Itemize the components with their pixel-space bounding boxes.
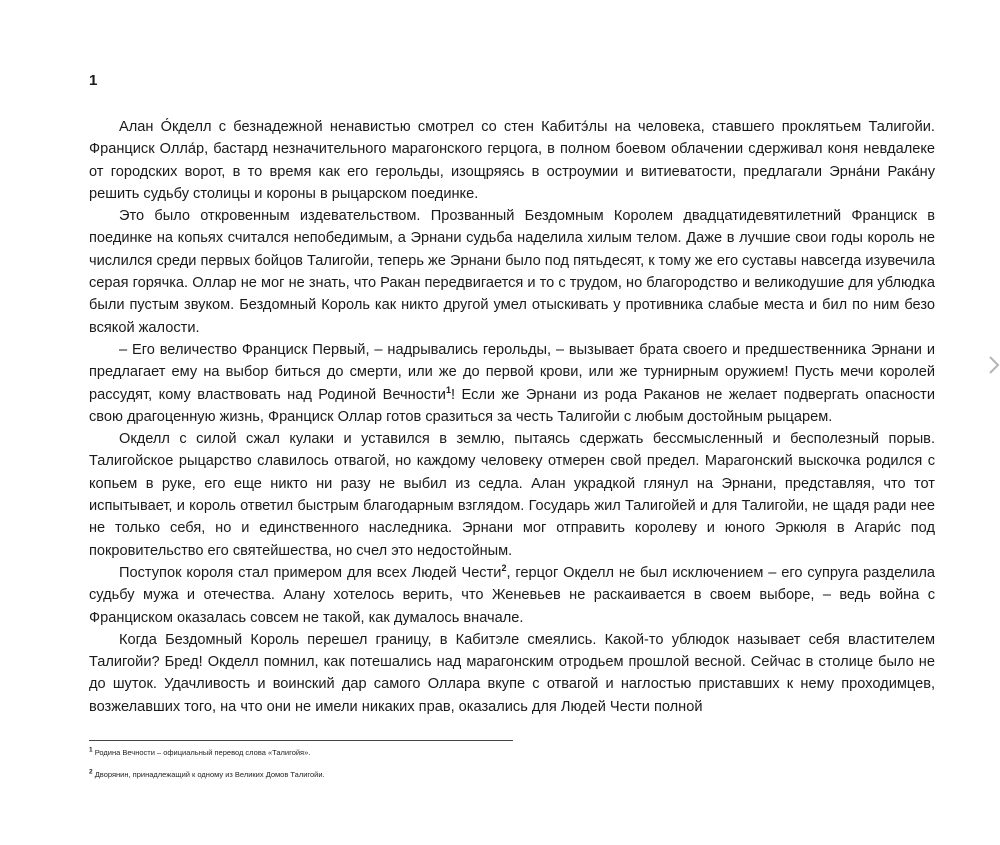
document-page: [89, 0, 935, 845]
footnote-divider: [89, 740, 513, 741]
footnote-text: Родина Вечности – официальный перевод слова «Талигойя».: [94, 748, 311, 757]
footnote-mark: 2: [89, 768, 93, 776]
footnote-ref-1[interactable]: 1: [445, 384, 451, 395]
paragraph: Алан О́кделл с безнадежной ненавистью смотрел со стен Кабитэ́лы на человека, ставшего проклятьем Талигойи. Франциск Олла́р, бастард незначительного марагонского герцога, в полном боевом облачении сдерживал коня невдалеке от городских ворот, в то время как его герольды, изощряясь в остроумии и витиеватости, предлагали Эрна́ни Рака́ну решить судьбу столицы и короны в рыцарском поединке.: [89, 119, 935, 202]
footnotes: [89, 748, 325, 792]
paragraph: Это было откровенным издевательством. Прозванный Бездомным Королем двадцатидевятилетний Франциск в поединке на копьях считался непобедимым, а Эрнани судьба наделила хилым телом. Даже в лучшие свои годы король не числился среди первых бойцов Талигойи, теперь же Эрнани было под пятьдесят, к тому же его суставы навсегда изувечила серая горячка. Оллар не мог не знать, что Ракан передвигается и то с трудом, но благородство и великодушие для ублюдка были пустым звуком. Бездомный Король как никто другой умел отыскивать у противника слабые места и бил по ним безо всякой жалости.: [89, 208, 935, 336]
paragraph: [89, 339, 935, 428]
chapter-number: 1: [89, 72, 98, 89]
chevron-right-icon[interactable]: [988, 354, 1000, 376]
paragraph: Когда Бездомный Король перешел границу, в Кабитэле смеялись. Какой-то ублюдок называет себя властителем Талигойи? Бред! Окделл помнил, как потешались над марагонским отродьем прошлой весной. Сейчас в столице было не до шуток. Удачливость и воинский дар самого Оллара вкупе с отвагой и наглостью приставших к нему проходимцев, возжелавших того, на что они не имели никаких прав, оказались для Людей Чести полной: [89, 631, 935, 715]
paragraph-text: – Его величество Франциск Первый, – надрывались герольды, – вызывает брата своего и предшественника Эрнани и предлагает ему на выбор биться до смерти, или же до первой крови, или же турнирным оружием! Пусть мечи королей рассудят, кому властвовать над Родиной Вечности: [89, 341, 935, 403]
footnote-2: [89, 770, 325, 780]
footnote-1: [89, 748, 325, 758]
paragraph-text: , герцог Окделл не был исключением – его супруга разделила судьбу мужа и отечества. Алану хотелось верить, что Женевьев не раскаивается в своем выборе, – ведь война с Франциском оказалась совсем не такой, как думалось вначале.: [89, 564, 935, 626]
paragraph-text: Поступок короля стал примером для всех Людей Чести: [119, 564, 502, 581]
chapter-text: [89, 116, 935, 718]
footnote-mark: 1: [89, 746, 93, 754]
paragraph: [89, 562, 935, 629]
footnote-ref-2[interactable]: 2: [501, 563, 507, 574]
footnote-text: Дворянин, принадлежащий к одному из Великих Домов Талигойи.: [94, 770, 325, 779]
paragraph: Окделл с силой сжал кулаки и уставился в землю, пытаясь сдержать бессмысленный и бесполезный порыв. Талигойское рыцарство славилось отвагой, но каждому человеку отмерен свой предел. Марагонский выскочка родился с копьем в руке, его еще никто ни разу не выбил из седла. Алан украдкой глянул на Эрнани, представляя, что тот испытывает, и король ответил быстрым благодарным взглядом. Государь жил Талигойей и для Талигойи, не щадя ради нее не только себя, но и единственного наследника. Эрнани мог отправить королеву и юного Эркюля в Агари́с под покровительство его святейшества, но счел это недостойным.: [89, 431, 935, 559]
paragraph-text: ! Если же Эрнани из рода Раканов не желает подвергать опасности свою драгоценную жизнь, Франциск Оллар готов сразиться за честь Талигойи с любым достойным рыцарем.: [89, 386, 936, 425]
